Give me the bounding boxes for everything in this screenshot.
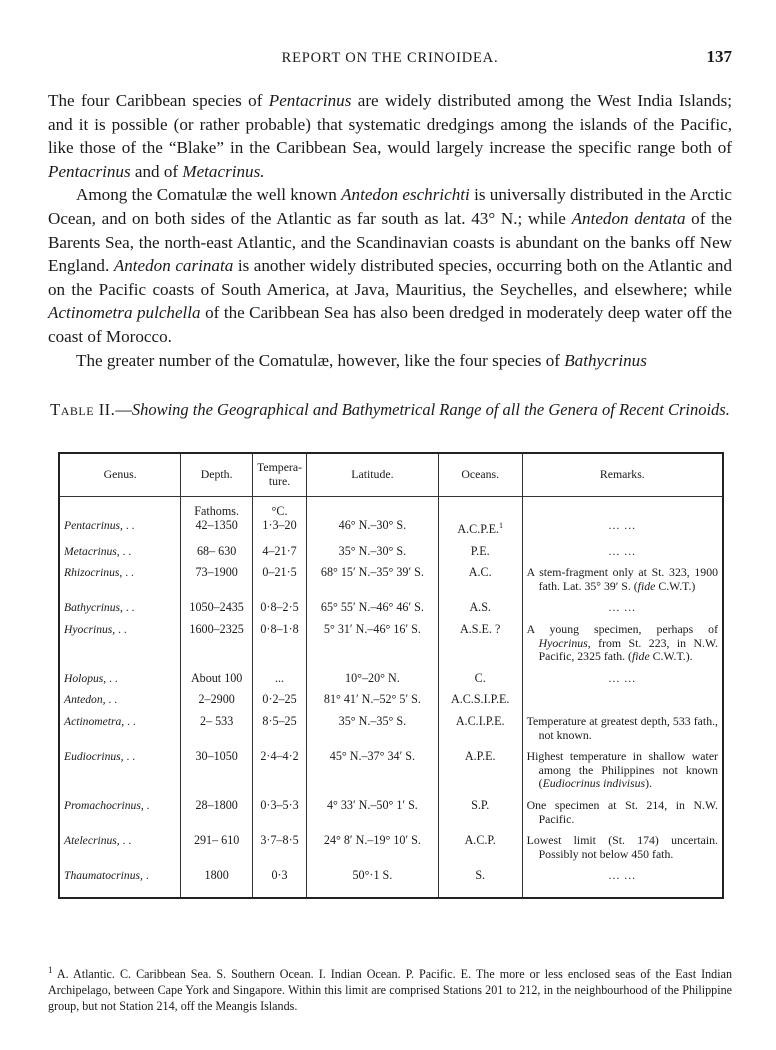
remarks-value: ... ... (608, 600, 637, 615)
genus-leader: . (142, 869, 149, 883)
genus-leader: . . (106, 671, 118, 685)
depth-cell (181, 693, 253, 707)
table-row (59, 750, 723, 791)
latitude-cell (307, 715, 439, 742)
genus-cell (59, 834, 181, 861)
page-header (48, 47, 732, 72)
remarks-cell (522, 566, 723, 593)
header-depth: Depth. (181, 453, 253, 497)
genus-cell (59, 799, 181, 826)
depth-value: 68– 630 (196, 543, 237, 558)
genus-cell (59, 869, 181, 883)
remarks-value: ... ... (608, 518, 637, 532)
table-caption (48, 399, 732, 421)
row-spacer (59, 883, 723, 898)
oceans-cell (438, 750, 522, 791)
temperature-cell (253, 497, 307, 537)
temperature-cell (253, 545, 307, 559)
genus-cell (59, 566, 181, 593)
oceans-value: A.S.E. ? (460, 622, 501, 636)
body-paragraph: The greater number of the Comatulæ, however, like the four species of Bathycrinus (76, 350, 647, 370)
genus-name: Metacrinus, (64, 544, 120, 558)
temperature-value: ... (274, 670, 285, 685)
oceans-cell (438, 601, 522, 615)
depth-unit: Fathoms. (194, 504, 239, 518)
genus-cell (59, 545, 181, 559)
spacer-cell (59, 593, 181, 601)
depth-value: 2–2900 (198, 692, 235, 707)
temperature-cell (253, 834, 307, 861)
spacer-cell (59, 615, 181, 623)
temperature-value: 8·5–25 (262, 713, 297, 728)
remarks-cell (522, 799, 723, 826)
remarks-cell (522, 497, 723, 537)
genus-name: Bathycrinus, (64, 601, 123, 615)
latitude-value: 10°–20° N. (345, 670, 400, 685)
temperature-value: 0·8–1·8 (260, 622, 299, 636)
remarks-cell (522, 545, 723, 559)
temperature-value: 0·3–5·3 (260, 797, 299, 812)
oceans-value: A.C.P.E. (457, 522, 500, 537)
genus-name: Eudiocrinus, (64, 750, 124, 764)
footnote-ref: 1 (499, 521, 504, 530)
genus-leader: . . (122, 601, 135, 615)
footnote (48, 962, 732, 1014)
latitude-cell (307, 672, 439, 686)
depth-value: 73–1900 (195, 565, 238, 580)
depth-value: 1800 (204, 868, 229, 883)
header-latitude: Latitude. (307, 453, 439, 497)
temperature-value: 4–21·7 (262, 543, 297, 558)
footnote-marker: 1 (48, 965, 53, 975)
running-head: REPORT ON THE CRINOIDEA. (281, 50, 499, 66)
latitude-cell (307, 601, 439, 615)
table-row (59, 869, 723, 883)
table-row (59, 693, 723, 707)
temperature-value: 3·7–8·5 (260, 833, 299, 848)
depth-value: 2– 533 (200, 713, 234, 728)
temperature-cell (253, 799, 307, 826)
oceans-value: S. (475, 868, 486, 883)
latitude-cell (307, 545, 439, 559)
remarks-value: ... ... (608, 868, 637, 883)
oceans-value: A.C.P. (464, 833, 496, 848)
oceans-value: C. (474, 670, 486, 685)
latitude-value: 5° 31′ N.–46° 16′ S. (323, 622, 421, 636)
genus-name: Pentacrinus, (64, 519, 123, 532)
spacer-cell (253, 883, 307, 898)
body-paragraph: The four Caribbean species of Pentacrinus are widely distributed among the West India Islands; and it is possible (or rather probable) that systematic dredgings among the islands of the Pacific, like those of the “Blake” in the Caribbean Sea, would largely increase the specific range both of Pentacrinus and of Metacrinus. (48, 91, 732, 181)
spacer-cell (59, 537, 181, 545)
table-row (59, 715, 723, 742)
temperature-cell (253, 693, 307, 707)
genus-name: Promachocrinus, (64, 798, 144, 812)
remarks-value: ... ... (608, 543, 637, 558)
spacer-cell (59, 707, 181, 715)
oceans-cell (438, 623, 522, 664)
oceans-value: P.E. (470, 543, 490, 558)
genus-cell (59, 672, 181, 686)
latitude-value: 45° N.–37° 34′ S. (329, 749, 416, 764)
genus-name: Actinometra, (64, 714, 125, 728)
remarks-value: ... ... (608, 670, 637, 685)
remarks-cell (522, 715, 723, 742)
temperature-cell (253, 623, 307, 664)
oceans-cell (438, 497, 522, 537)
spacer-cell (59, 826, 181, 834)
spacer-cell (307, 883, 439, 898)
spacer-cell (438, 883, 522, 898)
latitude-value: 24° 8′ N.–19° 10′ S. (323, 833, 421, 848)
range-table (58, 452, 724, 899)
depth-cell (181, 601, 253, 615)
depth-value: 30–1050 (195, 749, 238, 764)
table-caption-label: Table II. (50, 400, 116, 419)
table-row (59, 497, 723, 537)
header-genus: Genus. (59, 453, 181, 497)
spacer-cell (522, 883, 723, 898)
depth-cell (181, 497, 253, 537)
table-row (59, 623, 723, 664)
depth-cell (181, 834, 253, 861)
depth-cell (181, 545, 253, 559)
footnote-text: A. Atlantic. C. Caribbean Sea. S. Southern Ocean. I. Indian Ocean. P. Pacific. E. The more or less enclosed seas of the East Indian Archipelago, between Cape York and Singapore. Within this limit are comprised Stations 201 to 212, in the neighbourhood of the Philippine group, but not Station 214, off the Meangis Islands. (48, 967, 732, 1014)
genus-leader: . . (124, 714, 136, 728)
depth-value: 291– 610 (193, 833, 240, 848)
table-row (59, 601, 723, 615)
genus-leader: . . (115, 623, 127, 636)
remarks-value: One specimen at St. 214, in N.W. Pacific. (526, 797, 718, 826)
latitude-value: 50°·1 S. (352, 868, 393, 883)
oceans-value: A.C. (468, 565, 492, 580)
table-row (59, 545, 723, 559)
genus-cell (59, 601, 181, 615)
remarks-value: Temperature at greatest depth, 533 fath., not known. (526, 713, 718, 742)
latitude-value: 68° 15′ N.–35° 39′ S. (320, 565, 424, 580)
latitude-value: 81° 41′ N.–52° 5′ S. (323, 692, 421, 707)
remarks-value: A stem-fragment only at St. 323, 1900 fath. Lat. 35° 39′ S. (fide C.W.T.) (526, 565, 718, 593)
remarks-cell (522, 672, 723, 686)
oceans-value: A.C.I.P.E. (455, 713, 505, 728)
remarks-cell (522, 693, 723, 707)
table-header-row (59, 453, 723, 497)
table-body (59, 497, 723, 898)
genus-cell (59, 623, 181, 664)
temperature-value: 0·2–25 (262, 692, 297, 707)
genus-name: Atelecrinus, (64, 834, 120, 848)
remarks-value: A young specimen, perhaps of Hyocrinus, from St. 223, in N.W. Pacific, 2325 fath. (fide C.W.T.). (526, 622, 718, 664)
genus-name: Rhizocrinus, (64, 566, 123, 580)
depth-value: About 100 (190, 670, 243, 685)
spacer-cell (522, 685, 723, 693)
depth-value: 42–1350 (195, 517, 238, 532)
header-temperature-line1: Tempera- (257, 460, 303, 475)
temperature-cell (253, 715, 307, 742)
oceans-cell (438, 545, 522, 559)
depth-cell (181, 672, 253, 686)
genus-leader: . . (119, 544, 132, 558)
remarks-value: Lowest limit (St. 174) uncertain. Possibly not below 450 fath. (526, 833, 718, 861)
oceans-cell (438, 693, 522, 707)
spacer-cell (59, 861, 181, 869)
remarks-cell (522, 750, 723, 791)
header-temperature-line2: ture. (268, 474, 291, 488)
latitude-value: 4° 33′ N.–50° 1′ S. (326, 797, 418, 812)
header-temperature (253, 453, 307, 497)
latitude-cell (307, 869, 439, 883)
genus-cell (59, 715, 181, 742)
table-caption-title: Showing the Geographical and Bathymetrical Range of all the Genera of Recent Crinoids. (131, 400, 730, 419)
genus-name: Holopus, (64, 671, 107, 685)
depth-value: 1600–2325 (189, 622, 244, 636)
temperature-value: 0–21·5 (262, 565, 297, 580)
table-row (59, 799, 723, 826)
oceans-cell (438, 799, 522, 826)
remarks-cell (522, 834, 723, 861)
remarks-cell (522, 869, 723, 883)
temperature-value: 1·3–20 (262, 517, 297, 532)
oceans-value: S.P. (471, 797, 490, 812)
spacer-cell (59, 883, 181, 898)
depth-cell (181, 750, 253, 791)
temperature-unit: °C. (271, 504, 288, 518)
body-text (48, 89, 732, 372)
remarks-cell (522, 601, 723, 615)
genus-cell (59, 693, 181, 707)
spacer-cell (59, 685, 181, 693)
latitude-value: 35° N.–35° S. (338, 713, 407, 728)
oceans-value: A.C.S.I.P.E. (450, 692, 510, 707)
depth-value: 28–1800 (195, 797, 238, 812)
depth-cell (181, 869, 253, 883)
latitude-value: 35° N.–30° S. (338, 543, 407, 558)
latitude-cell (307, 623, 439, 664)
genus-cell (59, 497, 181, 537)
genus-leader: . . (119, 834, 132, 848)
latitude-cell (307, 497, 439, 537)
latitude-cell (307, 799, 439, 826)
depth-value: 1050–2435 (189, 600, 244, 615)
genus-name: Antedon, (64, 693, 106, 707)
latitude-cell (307, 750, 439, 791)
spacer-cell (59, 558, 181, 566)
depth-cell (181, 623, 253, 664)
temperature-cell (253, 601, 307, 615)
temperature-cell (253, 750, 307, 791)
genus-leader: . . (122, 566, 134, 580)
table-row (59, 566, 723, 593)
header-remarks: Remarks. (522, 453, 723, 497)
table-row (59, 672, 723, 686)
remarks-value: Highest temperature in shallow water among the Philippines not known (Eudiocrinus indivisus). (526, 749, 718, 791)
oceans-cell (438, 869, 522, 883)
spacer-cell (59, 742, 181, 750)
oceans-cell (438, 834, 522, 861)
latitude-cell (307, 834, 439, 861)
body-paragraph: Among the Comatulæ the well known Antedon eschrichti is universally distributed in the Arctic Ocean, and on both sides of the Atlantic as far south as lat. 43° N.; while Antedon dentata of the Barents Sea, the north-east Atlantic, and the Scandinavian coasts is abundant on the banks off New England. Antedon carinata is another widely distributed species, occurring both on the Atlantic and on the Pacific coasts of South America, at Java, Mauritius, the Seychelles, and elsewhere; while Actinometra pulchella of the Caribbean Sea has also been dredged in moderately deep water off the coast of Morocco. (48, 185, 733, 346)
header-oceans: Oceans. (438, 453, 522, 497)
spacer-cell (59, 791, 181, 799)
latitude-cell (307, 566, 439, 593)
oceans-value: A.P.E. (464, 749, 496, 764)
genus-name: Thaumatocrinus, (64, 869, 143, 883)
oceans-value: A.S. (469, 600, 491, 615)
temperature-cell (253, 566, 307, 593)
genus-leader: . . (105, 693, 118, 707)
latitude-value: 65° 55′ N.–46° 46′ S. (320, 600, 424, 615)
page-number: 137 (706, 47, 732, 66)
remarks-cell (522, 623, 723, 664)
spacer-cell (59, 664, 181, 672)
temperature-value: 2·4–4·2 (260, 749, 299, 764)
depth-cell (181, 566, 253, 593)
genus-name: Hyocrinus, (64, 623, 116, 636)
oceans-cell (438, 715, 522, 742)
temperature-cell (253, 869, 307, 883)
temperature-value: 0·3 (271, 868, 288, 883)
table-row (59, 834, 723, 861)
depth-cell (181, 715, 253, 742)
temperature-cell (253, 672, 307, 686)
genus-leader: . (143, 798, 150, 812)
oceans-cell (438, 566, 522, 593)
table-caption-dash: — (115, 400, 132, 419)
genus-leader: . . (123, 750, 136, 764)
temperature-value: 0·8–2·5 (260, 600, 299, 615)
latitude-value: 46° N.–30° S. (338, 518, 407, 532)
spacer-cell (181, 883, 253, 898)
depth-cell (181, 799, 253, 826)
genus-leader: . . (122, 519, 135, 532)
genus-cell (59, 750, 181, 791)
latitude-cell (307, 693, 439, 707)
oceans-cell (438, 672, 522, 686)
